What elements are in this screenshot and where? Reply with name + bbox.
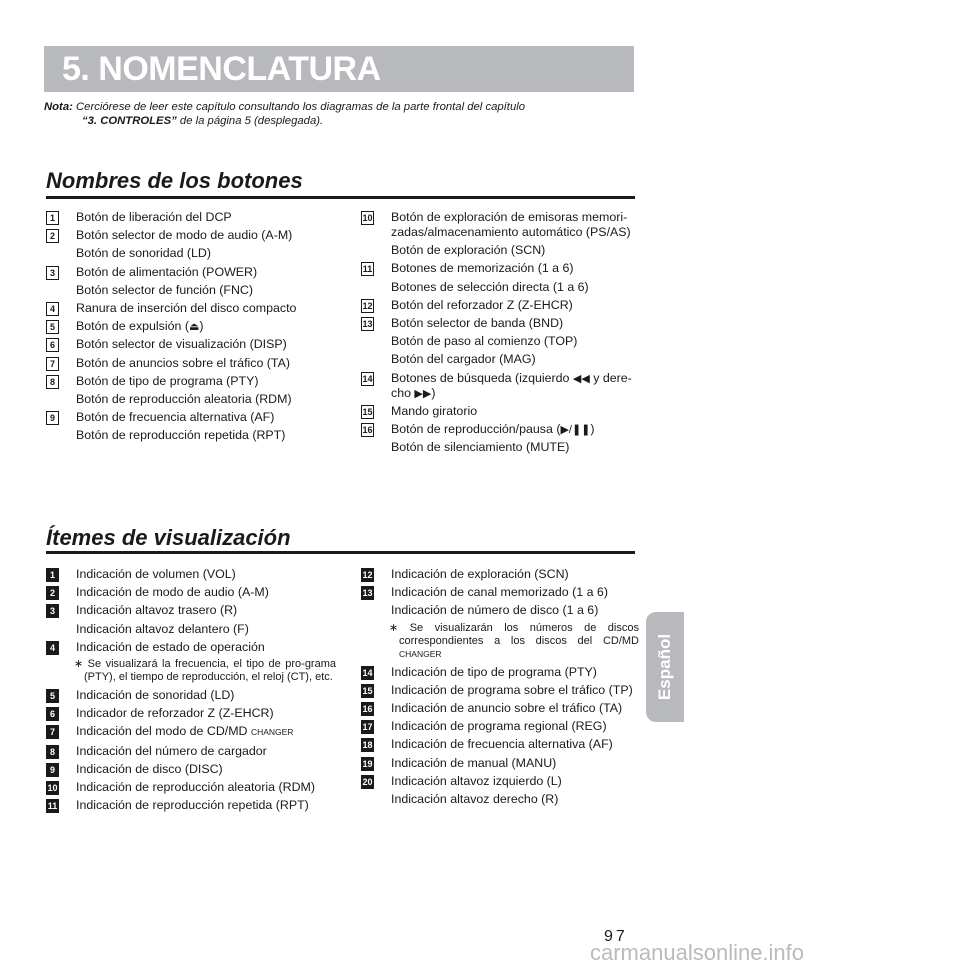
- item-text: Indicación de reproducción repetida (RPT): [76, 798, 309, 813]
- item-text: Indicación altavoz izquierdo (L): [391, 773, 562, 788]
- item-text: Botón selector de función (FNC): [76, 282, 253, 297]
- list-item: [46, 246, 336, 261]
- note-strong: “3. CONTROLES”: [82, 115, 177, 127]
- display-right-column: [361, 567, 639, 810]
- item-text: Botón de silenciamiento (MUTE): [391, 440, 570, 455]
- item-text-after2: ): [431, 385, 436, 400]
- item-text: Botón de anuncios sobre el tráfico (TA): [76, 355, 290, 370]
- item-text: Mando giratorio: [391, 403, 478, 418]
- section-title-buttons: Nombres de los botones: [46, 168, 303, 193]
- item-text-after: y dere-: [589, 370, 632, 385]
- list-item: [46, 798, 336, 813]
- list-item: [361, 567, 639, 582]
- item-text: Indicación altavoz derecho (R): [391, 791, 559, 806]
- language-tab-label: Español: [655, 633, 674, 701]
- list-item: [46, 210, 336, 225]
- list-item: [361, 719, 639, 734]
- item-number: 13: [362, 588, 373, 599]
- list-item: [361, 774, 639, 789]
- list-item: [361, 371, 639, 401]
- item-text: Indicación de programa regional (REG): [391, 719, 607, 734]
- item-number: 11: [47, 801, 58, 812]
- item-number: 6: [46, 707, 59, 721]
- button-symbol-icon: ⏏: [188, 321, 200, 334]
- note-paragraph: [44, 100, 644, 128]
- buttons-left-column: [46, 210, 336, 446]
- item-text: Botón selector de banda (BND): [391, 315, 564, 330]
- item-text: Botón de expulsión (: [76, 319, 189, 334]
- list-item: [361, 737, 639, 752]
- item-number: 11: [362, 264, 373, 275]
- item-number: 18: [362, 740, 373, 751]
- list-item: [46, 780, 336, 795]
- item-text: Botón de reproducción repetida (RPT): [76, 428, 286, 443]
- item-number: 9: [46, 763, 59, 777]
- list-item: [361, 792, 639, 807]
- item-text-line2: zadas/almacenamiento automático (PS/AS): [391, 225, 631, 239]
- item-text: Botón de exploración (SCN): [391, 243, 546, 258]
- list-item: [361, 756, 639, 771]
- item-number: 2: [46, 229, 59, 243]
- item-text: Ranura de inserción del disco compacto: [76, 300, 297, 315]
- note-text: ∗ Se visualizarán los números de discos correspondientes a los discos del CD/MD: [389, 621, 639, 647]
- item-text: Indicación del modo de CD/MD: [76, 724, 251, 739]
- item-number: 4: [46, 641, 59, 655]
- list-item: [46, 428, 336, 443]
- item-text: Botón selector de modo de audio (A-M): [76, 228, 293, 243]
- list-item: [46, 762, 336, 777]
- item-text: Indicación altavoz trasero (R): [76, 603, 238, 618]
- item-text: Botón selector de visualización (DISP): [76, 337, 287, 352]
- item-text: Botón de reproducción aleatoria (RDM): [76, 391, 292, 406]
- item-number: 17: [362, 722, 373, 733]
- item-text: Indicación de reproducción aleatoria (RDM): [76, 779, 315, 794]
- item-text: Botón del reforzador Z (Z-EHCR): [391, 297, 573, 312]
- item-text: Botón de frecuencia alternativa (AF): [76, 410, 275, 425]
- item-text: Botón de liberación del DCP: [76, 210, 232, 224]
- item-text: Botones de selección directa (1 a 6): [391, 279, 589, 294]
- list-item: [46, 622, 336, 637]
- note-text-1: Cerciórese de leer este capítulo consultando los diagramas de la parte frontal del capítulo: [72, 101, 526, 113]
- list-item: [46, 301, 336, 316]
- item-number: 3: [46, 604, 59, 618]
- item-number: 13: [362, 318, 373, 329]
- list-item: [46, 392, 336, 407]
- item-number: 1: [46, 211, 59, 225]
- list-item: [46, 337, 336, 352]
- item-text: Botón de reproducción/pausa (: [391, 421, 561, 436]
- item-number: 8: [46, 745, 59, 759]
- item-text: Botones de memorización (1 a 6): [391, 261, 574, 276]
- item-number: 5: [46, 320, 59, 334]
- item-number: 5: [46, 689, 59, 703]
- language-tab: [646, 612, 684, 722]
- button-symbol-icon: ▶/❚❚: [560, 423, 591, 436]
- item-number: 16: [362, 424, 373, 435]
- item-number: 8: [46, 375, 59, 389]
- item-number: 14: [362, 373, 373, 384]
- list-item: [361, 280, 639, 295]
- item-text: Indicación de programa sobre el tráfico (TP): [391, 682, 633, 697]
- item-number: 12: [362, 300, 373, 311]
- buttons-right-column: [361, 210, 639, 458]
- item-text: Botón de sonoridad (LD): [76, 246, 212, 261]
- list-item: [46, 356, 336, 371]
- list-item: [46, 724, 336, 740]
- item-text: Indicación de número de disco (1 a 6): [391, 603, 599, 618]
- item-number: 19: [362, 758, 373, 769]
- item-number: 3: [46, 266, 59, 280]
- note-text: ∗ Se visualizará la frecuencia, el tipo de pro-grama (PTY), el tiempo de reproducción, el reloj (CT), etc.: [74, 657, 336, 683]
- item-number: 12: [362, 570, 373, 580]
- section-title-display: Ítemes de visualización: [46, 525, 291, 550]
- chapter-title: 5. NOMENCLATURA: [62, 50, 381, 88]
- list-item: [46, 283, 336, 298]
- watermark: carmanualsonline.info: [590, 940, 805, 965]
- item-number: 20: [362, 776, 373, 787]
- item-text: Indicación de estado de operación: [76, 639, 265, 654]
- small-caps-text: CHANGER: [250, 727, 294, 738]
- list-item: [46, 319, 336, 334]
- item-number: 16: [362, 703, 373, 714]
- item-text-line2: cho: [391, 385, 415, 400]
- button-symbol-icon: ▶▶: [414, 387, 432, 400]
- item-text: Indicación de anuncio sobre el tráfico (TA): [391, 700, 623, 715]
- item-number: 15: [362, 406, 373, 417]
- list-item: [361, 422, 639, 437]
- small-caps-text: CHANGER: [399, 648, 442, 659]
- display-left-column: [46, 567, 336, 816]
- section-rule-buttons: [46, 196, 635, 199]
- item-number: 4: [46, 302, 59, 316]
- item-text: Botón de tipo de programa (PTY): [76, 373, 259, 388]
- list-item: [361, 352, 639, 367]
- item-number: 10: [47, 782, 58, 793]
- item-text: Indicación de manual (MANU): [391, 755, 557, 770]
- item-text: Botones de búsqueda (izquierdo: [391, 370, 573, 385]
- list-item: [46, 640, 336, 655]
- chapter-title-bar: [44, 46, 634, 92]
- list-item: [361, 683, 639, 698]
- item-text: Botón de paso al comienzo (TOP): [391, 334, 578, 349]
- note-label: Nota:: [44, 101, 73, 113]
- list-item: [361, 701, 639, 716]
- list-item: [361, 210, 639, 240]
- button-symbol-icon: ◀◀: [572, 372, 590, 385]
- item-number: 2: [46, 586, 59, 600]
- list-item: [46, 585, 336, 600]
- item-text: Indicación de tipo de programa (PTY): [391, 664, 597, 679]
- list-item: [361, 665, 639, 680]
- list-item: [46, 603, 336, 618]
- section-rule-display: [46, 551, 635, 554]
- list-item: [361, 298, 639, 313]
- item-number: 7: [46, 725, 59, 739]
- item-number: 7: [46, 357, 59, 371]
- item-text: Indicación de sonoridad (LD): [76, 687, 235, 702]
- item-text: Indicación altavoz delantero (F): [76, 621, 249, 636]
- note-text-2: de la página 5 (desplegada).: [176, 115, 324, 127]
- item-text: Botón del cargador (MAG): [391, 352, 536, 367]
- item-text: Botón de alimentación (POWER): [76, 264, 258, 279]
- list-item: [361, 243, 639, 258]
- page-number: 97: [604, 928, 628, 945]
- list-item: [361, 603, 639, 618]
- list-item: [46, 265, 336, 280]
- list-item: [46, 374, 336, 389]
- list-item: [361, 261, 639, 276]
- item-text-after: ): [590, 421, 595, 436]
- item-text: Indicador de reforzador Z (Z-EHCR): [76, 706, 274, 721]
- list-item: [46, 688, 336, 703]
- list-item: [361, 334, 639, 349]
- item-text-after: ): [199, 319, 204, 334]
- item-number: 1: [46, 568, 59, 582]
- item-number: 9: [46, 411, 59, 425]
- list-item: [361, 404, 639, 419]
- list-item: [46, 228, 336, 243]
- item-text: Indicación del número de cargador: [76, 743, 267, 758]
- list-note: [46, 658, 336, 684]
- list-item: [46, 744, 336, 759]
- item-text: Indicación de volumen (VOL): [76, 567, 236, 581]
- item-number: 15: [362, 685, 373, 696]
- item-number: 10: [362, 213, 373, 223]
- item-number: 14: [362, 667, 373, 678]
- list-item: [361, 585, 639, 600]
- list-item: [361, 440, 639, 455]
- list-note: [361, 622, 639, 661]
- item-text: Indicación de frecuencia alternativa (AF): [391, 737, 613, 752]
- item-number: 6: [46, 338, 59, 352]
- list-item: [46, 706, 336, 721]
- item-text: Indicación de canal memorizado (1 a 6): [391, 585, 608, 600]
- item-text: Indicación de modo de audio (A-M): [76, 585, 269, 600]
- item-text: Indicación de disco (DISC): [76, 761, 223, 776]
- list-item: [361, 316, 639, 331]
- list-item: [46, 567, 336, 582]
- list-item: [46, 410, 336, 425]
- item-text: Indicación de exploración (SCN): [391, 567, 569, 581]
- item-text: Botón de exploración de emisoras memori-: [391, 210, 628, 224]
